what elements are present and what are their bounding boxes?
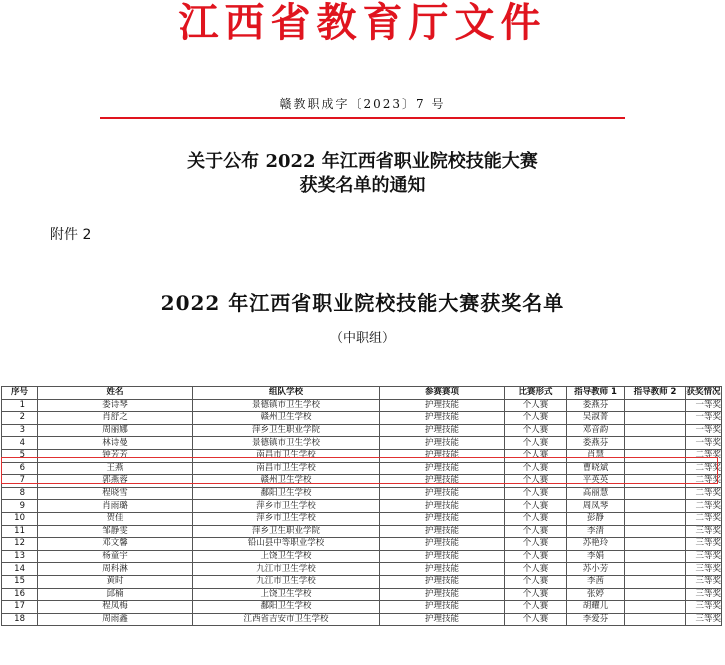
table-cell: 护理技能: [380, 500, 505, 513]
table-cell: 张婷: [567, 588, 625, 601]
table-cell: 鄱阳卫生学校: [193, 601, 380, 614]
table-cell: 李娟: [567, 550, 625, 563]
table-cell: 1: [2, 399, 38, 412]
table-cell: 护理技能: [380, 563, 505, 576]
table-cell: 护理技能: [380, 525, 505, 538]
table-row: [2, 399, 722, 412]
column-header: 参赛赛项: [380, 387, 505, 400]
table-cell: 萍乡卫生职业学院: [193, 525, 380, 538]
table-cell: [625, 550, 686, 563]
table-cell: 9: [2, 500, 38, 513]
table-cell: 一等奖: [686, 412, 722, 425]
table-cell: 平英英: [567, 475, 625, 488]
table-cell: 南昌市卫生学校: [193, 449, 380, 462]
table-cell: 黄时: [38, 575, 193, 588]
table-cell: [625, 538, 686, 551]
table-cell: 赣州卫生学校: [193, 412, 380, 425]
table-cell: 郭燕蓉: [38, 475, 193, 488]
table-cell: 护理技能: [380, 437, 505, 450]
table-cell: 个人赛: [505, 449, 567, 462]
table-cell: [625, 525, 686, 538]
table-cell: 二等奖: [686, 500, 722, 513]
table-cell: 护理技能: [380, 412, 505, 425]
table-cell: 一等奖: [686, 424, 722, 437]
table-row: [2, 613, 722, 626]
table-cell: 三等奖: [686, 538, 722, 551]
table-cell: 林诗曼: [38, 437, 193, 450]
table-row: [2, 512, 722, 525]
table-row: [2, 424, 722, 437]
awards-table: [1, 386, 722, 626]
table-cell: 李爱芬: [567, 613, 625, 626]
table-cell: 个人赛: [505, 563, 567, 576]
table-row: [2, 500, 722, 513]
table-cell: 个人赛: [505, 475, 567, 488]
table-cell: 邹静雯: [38, 525, 193, 538]
table-cell: 三等奖: [686, 588, 722, 601]
notice-title-line-1: 关于公布 2022 年江西省职业院校技能大赛: [187, 151, 538, 172]
table-cell: 九江市卫生学校: [193, 575, 380, 588]
table-cell: 个人赛: [505, 550, 567, 563]
header-divider: [100, 117, 625, 119]
table-cell: 邱楠: [38, 588, 193, 601]
table-cell: 护理技能: [380, 424, 505, 437]
table-cell: 景德镇市卫生学校: [193, 437, 380, 450]
table-cell: 南昌市卫生学校: [193, 462, 380, 475]
table-cell: 吴淑菁: [567, 412, 625, 425]
table-body: [2, 399, 722, 626]
table-row: [2, 449, 722, 462]
table-cell: 5: [2, 449, 38, 462]
table-cell: 护理技能: [380, 550, 505, 563]
table-cell: 17: [2, 601, 38, 614]
table-cell: 一等奖: [686, 437, 722, 450]
table-cell: [625, 512, 686, 525]
table-cell: 三等奖: [686, 601, 722, 614]
table-cell: 13: [2, 550, 38, 563]
table-cell: 胡耀儿: [567, 601, 625, 614]
table-cell: 李清: [567, 525, 625, 538]
table-cell: 二等奖: [686, 487, 722, 500]
table-cell: 周科淋: [38, 563, 193, 576]
table-cell: 二等奖: [686, 449, 722, 462]
table-cell: 护理技能: [380, 512, 505, 525]
table-cell: [625, 424, 686, 437]
table-row: [2, 538, 722, 551]
table-cell: 个人赛: [505, 575, 567, 588]
table-cell: 护理技能: [380, 462, 505, 475]
table-cell: 个人赛: [505, 538, 567, 551]
table-cell: 九江市卫生学校: [193, 563, 380, 576]
table-cell: 肖慧: [567, 449, 625, 462]
table-cell: 2: [2, 412, 38, 425]
table-cell: 护理技能: [380, 575, 505, 588]
table-cell: 三等奖: [686, 575, 722, 588]
table-cell: 个人赛: [505, 525, 567, 538]
table-cell: 护理技能: [380, 487, 505, 500]
table-row: [2, 437, 722, 450]
table-cell: 杨童宇: [38, 550, 193, 563]
table-cell: 个人赛: [505, 399, 567, 412]
table-row: [2, 563, 722, 576]
table-cell: 肖雨璐: [38, 500, 193, 513]
table-cell: 16: [2, 588, 38, 601]
table-cell: [625, 437, 686, 450]
document-number: 赣教职成字〔2023〕7 号: [279, 97, 446, 111]
table-cell: 15: [2, 575, 38, 588]
table-cell: [625, 449, 686, 462]
column-header: 序号: [2, 387, 38, 400]
table-cell: 铅山县中等职业学校: [193, 538, 380, 551]
table-cell: 3: [2, 424, 38, 437]
table-cell: 个人赛: [505, 613, 567, 626]
table-cell: [625, 399, 686, 412]
table-cell: 护理技能: [380, 538, 505, 551]
table-cell: 娄燕芬: [567, 399, 625, 412]
table-row: [2, 550, 722, 563]
table-cell: [625, 475, 686, 488]
table-row: [2, 575, 722, 588]
column-header: 获奖情况: [686, 387, 721, 398]
table-cell: 萍乡市卫生学校: [193, 512, 380, 525]
table-cell: 江西省吉安市卫生学校: [193, 613, 380, 626]
table-cell: 周凤琴: [567, 500, 625, 513]
table-cell: [625, 613, 686, 626]
notice-title: [0, 150, 725, 198]
table-cell: 肖舒之: [38, 412, 193, 425]
table-cell: 上饶卫生学校: [193, 550, 380, 563]
table-cell: 三等奖: [686, 613, 722, 626]
award-list-title: 2022 年江西省职业院校技能大赛获奖名单: [160, 291, 565, 315]
table-cell: 11: [2, 525, 38, 538]
table-header-row: [2, 387, 722, 400]
table-cell: 赣州卫生学校: [193, 475, 380, 488]
table-cell: 贺佳: [38, 512, 193, 525]
table-cell: 护理技能: [380, 475, 505, 488]
table-cell: 个人赛: [505, 512, 567, 525]
table-cell: 程凤梅: [38, 601, 193, 614]
table-cell: 娄诗琴: [38, 399, 193, 412]
notice-title-line-2: 获奖名单的通知: [299, 175, 426, 196]
table-cell: 程晓雪: [38, 487, 193, 500]
table-cell: 护理技能: [380, 588, 505, 601]
table-cell: 个人赛: [505, 437, 567, 450]
table-cell: [625, 500, 686, 513]
table-cell: 护理技能: [380, 601, 505, 614]
table-cell: 护理技能: [380, 613, 505, 626]
table-cell: 二等奖: [686, 512, 722, 525]
table-cell: 邓文馨: [38, 538, 193, 551]
column-header: 比赛形式: [505, 387, 567, 400]
table-cell: [625, 563, 686, 576]
table-cell: 6: [2, 462, 38, 475]
table-cell: [625, 588, 686, 601]
table-cell: [625, 412, 686, 425]
table-cell: 周雨鑫: [38, 613, 193, 626]
table-row: [2, 588, 722, 601]
table-cell: 鄱阳卫生学校: [193, 487, 380, 500]
table-cell: 10: [2, 512, 38, 525]
table-cell: 二等奖: [686, 462, 722, 475]
table-cell: 钟芳芳: [38, 449, 193, 462]
table-cell: 周丽娜: [38, 424, 193, 437]
award-list-subtitle: （中职组）: [329, 331, 395, 346]
table-cell: 18: [2, 613, 38, 626]
table-cell: 萍乡卫生职业学院: [193, 424, 380, 437]
table-cell: 个人赛: [505, 487, 567, 500]
table-row: [2, 462, 722, 475]
table-cell: 8: [2, 487, 38, 500]
attachment-label: 附件 2: [50, 227, 92, 243]
table-cell: 护理技能: [380, 399, 505, 412]
table-row: [2, 412, 722, 425]
table-row: [2, 601, 722, 614]
table-cell: 7: [2, 475, 38, 488]
table-cell: 李茜: [567, 575, 625, 588]
table-cell: 个人赛: [505, 412, 567, 425]
table-row: [2, 487, 722, 500]
table-cell: 三等奖: [686, 563, 722, 576]
table-cell: 娄燕芬: [567, 437, 625, 450]
table-cell: [625, 575, 686, 588]
table-cell: 上饶卫生学校: [193, 588, 380, 601]
table-cell: 苏小芳: [567, 563, 625, 576]
column-header: 姓名: [38, 387, 193, 400]
table-cell: 个人赛: [505, 462, 567, 475]
table-cell: [625, 601, 686, 614]
table-cell: 4: [2, 437, 38, 450]
table-cell: [625, 487, 686, 500]
table-cell: 14: [2, 563, 38, 576]
table-cell: 景德镇市卫生学校: [193, 399, 380, 412]
table-cell: 个人赛: [505, 588, 567, 601]
table-row: [2, 475, 722, 488]
table-cell: 彭静: [567, 512, 625, 525]
column-header: 指导教师 2: [625, 387, 686, 400]
table-cell: 个人赛: [505, 500, 567, 513]
column-header: 指导教师 1: [567, 387, 625, 400]
table-cell: 高丽慧: [567, 487, 625, 500]
table-cell: 二等奖: [686, 475, 722, 488]
table-cell: 萍乡市卫生学校: [193, 500, 380, 513]
table-cell: 一等奖: [686, 399, 722, 412]
table-row: [2, 525, 722, 538]
table-cell: 邓音韵: [567, 424, 625, 437]
table-cell: 三等奖: [686, 550, 722, 563]
table-cell: 苏艳玲: [567, 538, 625, 551]
column-header: 组队学校: [193, 387, 380, 400]
table-cell: 曹晓斌: [567, 462, 625, 475]
table-cell: [625, 462, 686, 475]
table-cell: 王燕: [38, 462, 193, 475]
table-cell: 个人赛: [505, 424, 567, 437]
table-cell: 三等奖: [686, 525, 722, 538]
table-cell: 护理技能: [380, 449, 505, 462]
table-cell: 12: [2, 538, 38, 551]
table-cell: 个人赛: [505, 601, 567, 614]
document-header-title: 江西省教育厅文件: [178, 0, 547, 46]
